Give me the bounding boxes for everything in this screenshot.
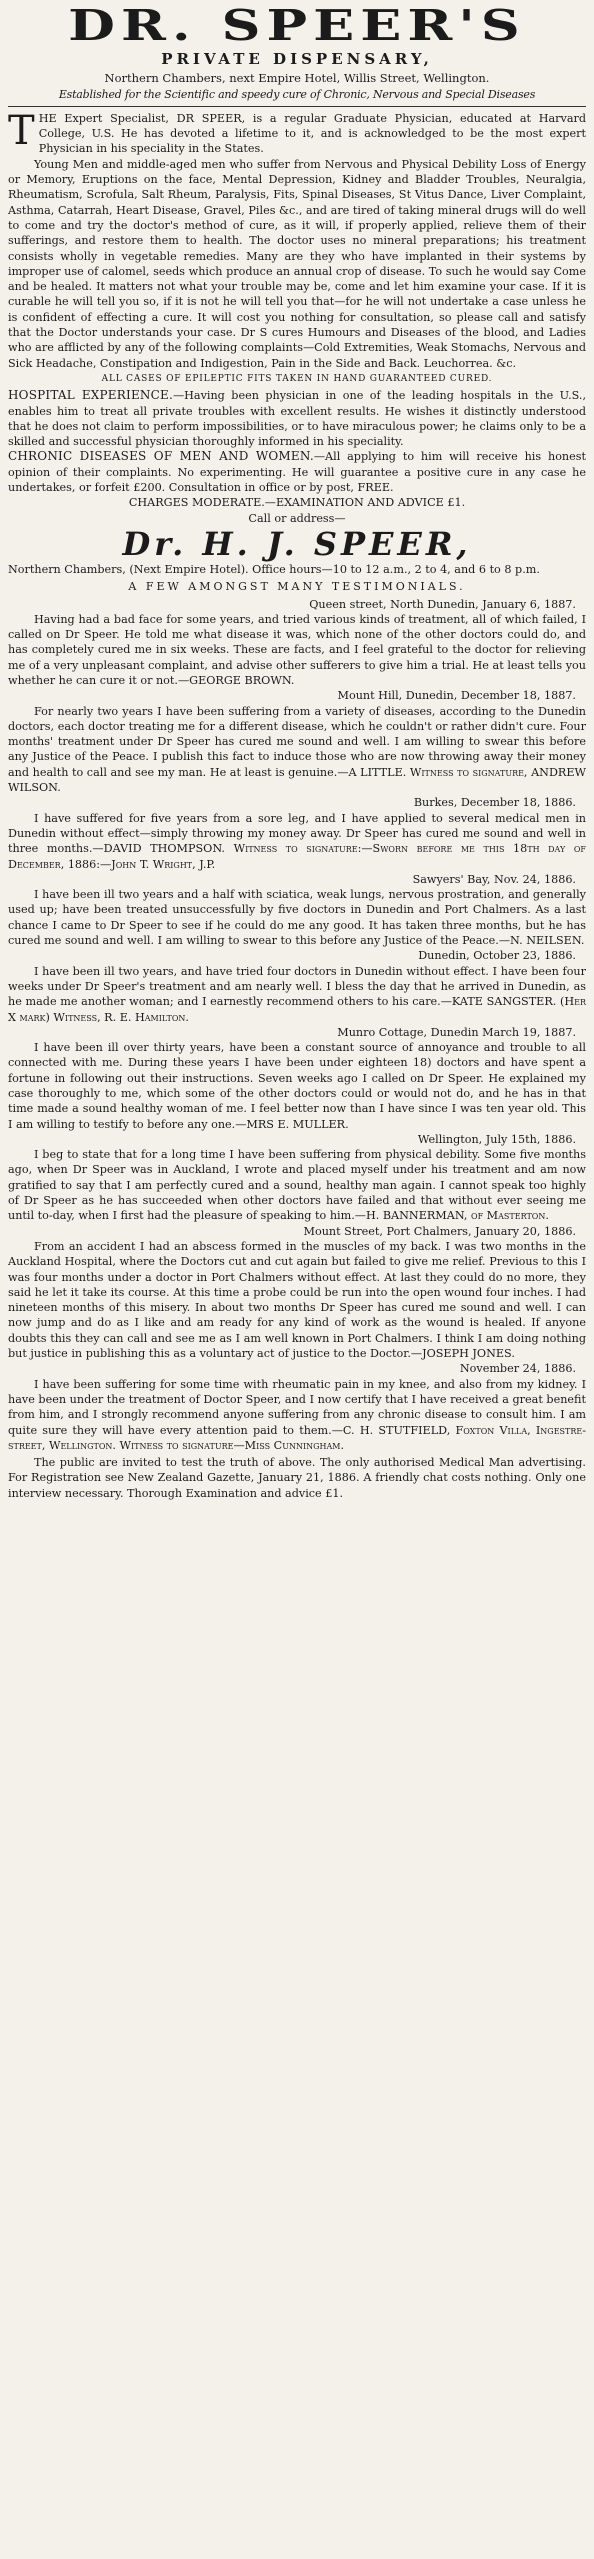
testimonial-text: I have been suffering for some time with rheumatic pain in my knee, and also from my kidney. I have been under the treatment of Doctor Speer, and I now certify that I have received a great benefit from him, and I strongly recommend anyone suffering from any chronic disease to consult him. I am quite sure they will have every attention paid to them.—C. H. STUTFIELD, Foxton Villa, Ingestre-street, Wellington. Witness to signature—Miss Cunningham.	[8, 1377, 586, 1452]
testimonial-text: Having had a bad face for some years, and tried various kinds of treatment, all of which failed, I called on Dr Speer. He told me what disease it was, which none of the other doctors could do, and has completely cured me in six weeks. These are facts, and I feel grateful to the doctor for relieving me of a very unpleasant complaint, and advise other sufferers to give him a trial. He at least tells you whether he can cure it or not.—GEORGE BROWN.	[8, 612, 586, 687]
testimonials-heading: A FEW AMONGST MANY TESTIMONIALS.	[128, 580, 466, 594]
testimonial-signature: —C. H. STUTFIELD, Foxton Villa, Ingestre-street, Wellington. Witness to signature—Miss Cunningham.	[8, 1423, 586, 1452]
closing-paragraph: The public are invited to test the truth of above. The only authorised Medical Man advertising. For Registration see New Zealand Gazette, January 21, 1886. A friendly chat costs nothing. Only one interview necessary. Thorough Examination and advice £1.	[8, 1456, 586, 1500]
testimonial-signature: —MRS E. MULLER.	[235, 1117, 349, 1131]
testimonial-place: November 24, 1886.	[459, 1362, 576, 1376]
divider	[8, 106, 586, 107]
chronic-paragraph	[8, 449, 586, 495]
chronic-text: —All applying to him will receive his honest opinion of their complaints. No experimenting. He will guarantee a positive cure in any case he undertakes, or forfeit £200. Consultation in office or by post, FREE.	[8, 450, 586, 495]
testimonial	[8, 1361, 586, 1453]
testimonial-signature: —A LITTLE. Witness to signature, ANDREW WILSON.	[8, 765, 586, 795]
doctor-name: Dr. H. J. SPEER,	[122, 524, 472, 563]
testimonial-text: For nearly two years I have been suffering from a variety of diseases, according to the Dunedin doctors, each doctor treating me for a different disease, which he couldn't or rather didn't cure. Four months' treatment under Dr Speer has cured me sound and well. I am willing to swear this before any Justice of the Peace. I publish this fact to induce those who are now throwing away their money and health to call and see my man. He at least is genuine.—A LITTLE. Witness to signature, ANDREW WILSON.	[8, 704, 586, 795]
call-line: Call or address—	[248, 511, 346, 525]
intro-text: HE Expert Specialist, DR SPEER, is a regular Graduate Physician, educated at Harvard College, U.S. He has devoted a lifetime to it, and is acknowledged to be the most expert Physician in his speciality in the States.	[38, 111, 586, 156]
testimonial-text: I have been ill two years, and have tried four doctors in Dunedin without effect. I have been four weeks under Dr Speer's treatment and am nearly well. I bless the day that he arrived in Dunedin, as he made me another woman; and I earnestly recommend others to his care.—KATE SANGSTER. (Her X mark) Witness, R. E. Hamilton.	[8, 964, 586, 1024]
chronic-heading: CHRONIC DISEASES OF MEN AND WOMEN.	[8, 449, 314, 464]
testimonial-place: Munro Cottage, Dunedin March 19, 1887.	[337, 1025, 576, 1039]
testimonial-signature: —JOSEPH JONES.	[410, 1347, 515, 1361]
drop-cap: T	[8, 107, 35, 154]
testimonial-place: Mount Hill, Dunedin, December 18, 1887.	[337, 689, 576, 703]
testimonial-text: From an accident I had an abscess formed in the muscles of my back. I was two months in the Auckland Hospital, where the Doctors cut and cut again but failed to give me relief. Previous to this I was four months under a doctor in Port Chalmers without effect. At last they could do no more, they said he let it take its course. At this time a probe could be run into the open wound four inches. I had nineteen months of this misery. In about two months Dr Speer has cured me sound and well. I can now jump and do as I like and am ready for any kind of work as the wound is healed. If anyone doubts this they can call and see me as I am well known in Port Chalmers. I think I am doing nothing but justice in publishing this as a voluntary act of justice to the Doctor.—JOSEPH JONES.	[8, 1239, 586, 1361]
epileptic-notice: ALL CASES OF EPILEPTIC FITS TAKEN IN HAND GUARANTEED CURED.	[101, 373, 493, 384]
intro-paragraph	[8, 107, 586, 157]
testimonial	[8, 597, 586, 689]
testimonial-signature: —GEORGE BROWN.	[177, 673, 295, 687]
hospital-text: —Having been physician in one of the leading hospitals in the U.S., enables him to treat all private troubles with excellent results. He wishes it distinctly understood that he does not claim to perform impossibilities, or to have miraculous power; he claims only to be a skilled and successful physician thoroughly informed in his speciality.	[8, 389, 587, 449]
testimonial-signature: —N. NEILSEN.	[498, 934, 585, 948]
testimonial	[8, 1025, 586, 1132]
testimonial	[8, 948, 586, 1024]
testimonial-place: Wellington, July 15th, 1886.	[417, 1132, 576, 1146]
testimonial-signature: —H. BANNERMAN, of Masterton.	[354, 1209, 549, 1223]
testimonial-signature: —DAVID THOMPSON. Witness to signature:—Sworn before me this 18th day of December, 1886:—John T. Wright, J.P.	[8, 842, 586, 871]
testimonial-place: Sawyers' Bay, Nov. 24, 1886.	[412, 872, 576, 886]
testimonial-place: Queen street, North Dunedin, January 6, 1887.	[309, 597, 576, 611]
office-line: Northern Chambers, (Next Empire Hotel). Office hours—10 to 12 a.m., 2 to 4, and 6 to 8 p.m.	[8, 562, 540, 576]
testimonial-place: Mount Street, Port Chalmers, January 20, 1886.	[303, 1224, 576, 1238]
testimonial-text: I have been ill two years and a half with sciatica, weak lungs, nervous prostration, and generally used up; have been treated unsuccessfully by five doctors in Dunedin and Port Chalmers. As a last chance I came to Dr Speer to see if he could do me any good. It has taken three months, but he has cured me sound and well. I am willing to swear to this before any Justice of the Peace.—N. NEILSEN.	[8, 888, 586, 948]
hospital-paragraph	[8, 388, 586, 449]
address-line: Northern Chambers, next Empire Hotel, Willis Street, Wellington.	[104, 71, 490, 86]
testimonial	[8, 872, 586, 948]
established-line: Established for the Scientific and speedy cure of Chronic, Nervous and Special Diseases	[58, 87, 536, 101]
testimonial	[8, 795, 586, 871]
testimonial-signature: —KATE SANGSTER. (Her X mark) Witness, R. E. Hamilton.	[8, 995, 586, 1024]
testimonial-place: Dunedin, October 23, 1886.	[418, 949, 576, 963]
testimonial	[8, 688, 586, 795]
testimonial	[8, 1132, 586, 1224]
charges-line: CHARGES MODERATE.—EXAMINATION AND ADVICE £1.	[128, 496, 466, 510]
symptoms-paragraph: Young Men and middle-aged men who suffer from Nervous and Physical Debility Loss of Energy or Memory, Eruptions on the face, Mental Depression, Kidney and Bladder Troubles, Neuralgia, Rheumatism, Scrofula, Salt Rheum, Paralysis, Fits, Spinal Diseases, St Vitus Dance, Liver Complaint, Asthma, Catarrah, Heart Disease, Gravel, Piles &c., and are tired of taking mineral drugs will do well to come and try the doctor's method of cure, as it will, if properly applied, relieve them of their sufferings, and restore them to health. The doctor uses no mineral preparations; his treatment consists wholly in vegetable remedies. Many are they who have implanted in their systems by improper use of calomel, seeds which produce an annual crop of disease. To such he would say Come and be healed. It matters not what your trouble may be, come and let him examine your case. If it is curable he will tell you so, if it is not he will tell you that—for he will not undertake a case unless he is confident of effecting a cure. It will cost you nothing for consultation, so please call and satisfy that the Doctor understands your case. Dr S cures Humours and Diseases of the blood, and Ladies who are afflicted by any of the following complaints—Cold Extremities, Weak Stomachs, Nervous and Sick Headache, Constipation and Indigestion, Pain in the Side and Back. Leuchorrea. &c.	[8, 157, 586, 370]
ad-title: DR. SPEER'S	[68, 0, 526, 51]
testimonial	[8, 1224, 586, 1362]
advertisement-page	[0, 2, 594, 2559]
testimonial-text: I beg to state that for a long time I have been suffering from physical debility. Some five months ago, when Dr Speer was in Auckland, I wrote and placed myself under his treatment and am now gratified to say that I am perfectly cured and a sound, healthy man again. I cannot speak too highly of Dr Speer as he has succeeded when other doctors have failed and that without ever seeing me until to-day, when I first had the pleasure of speaking to him.—H. BANNERMAN, of Masterton.	[8, 1148, 586, 1223]
hospital-heading: HOSPITAL EXPERIENCE.	[8, 388, 173, 403]
testimonial-text: I have been ill over thirty years, have been a constant source of annoyance and trouble to all connected with me. During these years I have been under eighteen 18) doctors and have spent a fortune in following out their instructions. Seven weeks ago I called on Dr Speer. He explained my case thoroughly to me, which some of the other doctors could or would not do, and he has in that time made a sound healthy woman of me. I feel better now than I have since I was ten year old. This I am willing to testify to before any one.—MRS E. MULLER.	[8, 1041, 586, 1131]
testimonial-place: Burkes, December 18, 1886.	[413, 796, 576, 810]
ad-subtitle: PRIVATE DISPENSARY,	[161, 50, 433, 68]
testimonial-text: I have suffered for five years from a sore leg, and I have applied to several medical men in Dunedin without effect—simply throwing my money away. Dr Speer has cured me sound and well in three months.—DAVID THOMPSON. Witness to signature:—Sworn before me this 18th day of December, 1886:—John T. Wright, J.P.	[8, 811, 586, 871]
